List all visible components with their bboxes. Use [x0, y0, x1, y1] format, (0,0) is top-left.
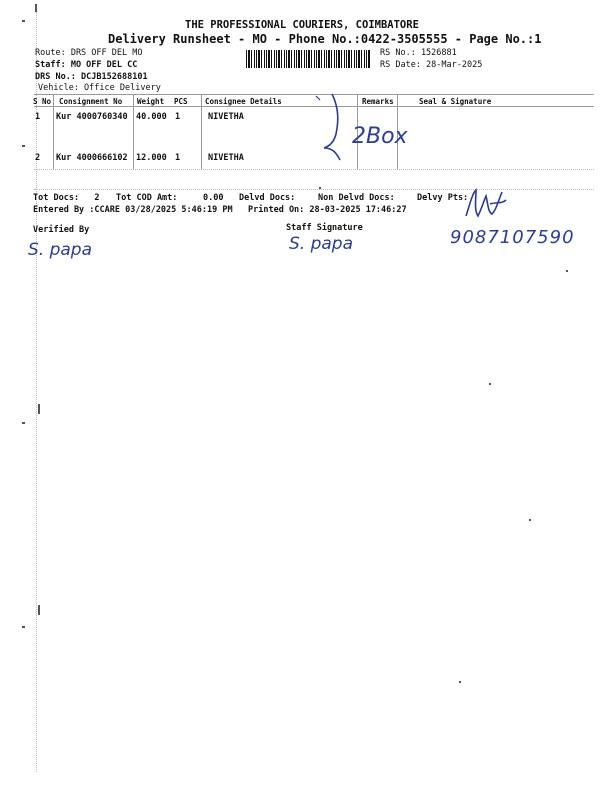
- company-name: THE PROFESSIONAL COURIERS, COIMBATORE: [185, 19, 419, 31]
- verifier-signature: S. papa: [28, 240, 93, 260]
- column-header-weight: Weight: [137, 97, 165, 106]
- staff-line: Staff: MO OFF DEL CC: [35, 60, 138, 70]
- staff-signature: S. papa: [289, 234, 354, 254]
- column-divider: [133, 94, 134, 169]
- column-divider: [53, 94, 54, 169]
- non-delivered-docs: Non Delvd Docs:: [318, 193, 395, 203]
- scan-speck: [319, 187, 321, 189]
- summary-rule: [34, 189, 594, 190]
- margin-mark: [35, 4, 37, 12]
- column-divider: [201, 94, 202, 169]
- vehicle-line: Vehicle: Office Delivery: [38, 83, 161, 93]
- table-row-consignee: NIVETHA: [208, 153, 244, 163]
- scan-speck: [566, 270, 568, 272]
- margin-mark: [38, 605, 40, 615]
- handwritten-phone: 9087107590: [450, 227, 575, 248]
- column-header-sno: S No: [33, 97, 51, 106]
- route-line: Route: DRS OFF DEL MO: [35, 48, 143, 58]
- table-row-consignment: Kur 4000760340: [56, 112, 128, 122]
- column-header-remarks: Remarks: [362, 97, 394, 106]
- margin-mark: [22, 20, 25, 22]
- scan-speck: [529, 519, 531, 521]
- table-row-weight: 40.000: [136, 112, 167, 122]
- column-header-consignment: Consignment No: [59, 97, 123, 106]
- page-title: Delivery Runsheet - MO - Phone No.:0422-3505555 - Page No.:1: [108, 32, 542, 46]
- delivery-points: Delvy Pts:: [417, 193, 469, 203]
- table-row-consignment: Kur 4000666102: [56, 153, 128, 163]
- margin-mark: [22, 626, 25, 628]
- column-header-seal: Seal & Signature: [419, 97, 492, 106]
- delivery-signature: [462, 186, 510, 222]
- margin-mark: [22, 145, 25, 147]
- total-cod: Tot COD Amt: 0.00: [116, 193, 224, 203]
- column-header-consignee: Consignee Details: [205, 97, 282, 106]
- delivered-docs: Delvd Docs:: [239, 193, 296, 203]
- drs-number: DRS No.: DCJB152688101: [35, 72, 148, 82]
- table-row-sno: 2: [35, 153, 41, 163]
- margin-mark: [22, 422, 25, 424]
- rs-date: RS Date: 28-Mar-2025: [380, 60, 483, 70]
- table-row-pcs: 1: [175, 112, 181, 122]
- remarks-handwriting: 2Box: [352, 124, 408, 149]
- scan-speck: [459, 681, 461, 683]
- margin-rule: [36, 12, 37, 772]
- staff-signature-label: Staff Signature: [286, 223, 363, 233]
- entered-by: Entered By :CCARE 03/28/2025 5:46:19 PM: [33, 205, 233, 215]
- column-header-pcs: PCS: [174, 97, 188, 106]
- barcode: [246, 50, 370, 68]
- printed-on: Printed On: 28-03-2025 17:46:27: [248, 205, 407, 215]
- table-row-weight: 12.000: [136, 153, 167, 163]
- margin-mark: [38, 404, 40, 414]
- table-row-consignee: NIVETHA: [208, 112, 244, 122]
- verified-by-label: Verified By: [33, 225, 90, 235]
- table-row-pcs: 1: [175, 153, 181, 163]
- table-row-sno: 1: [35, 112, 41, 122]
- rs-number: RS No.: 1526881: [380, 48, 457, 58]
- scan-speck: [489, 383, 491, 385]
- total-docs: Tot Docs: 2: [33, 193, 100, 203]
